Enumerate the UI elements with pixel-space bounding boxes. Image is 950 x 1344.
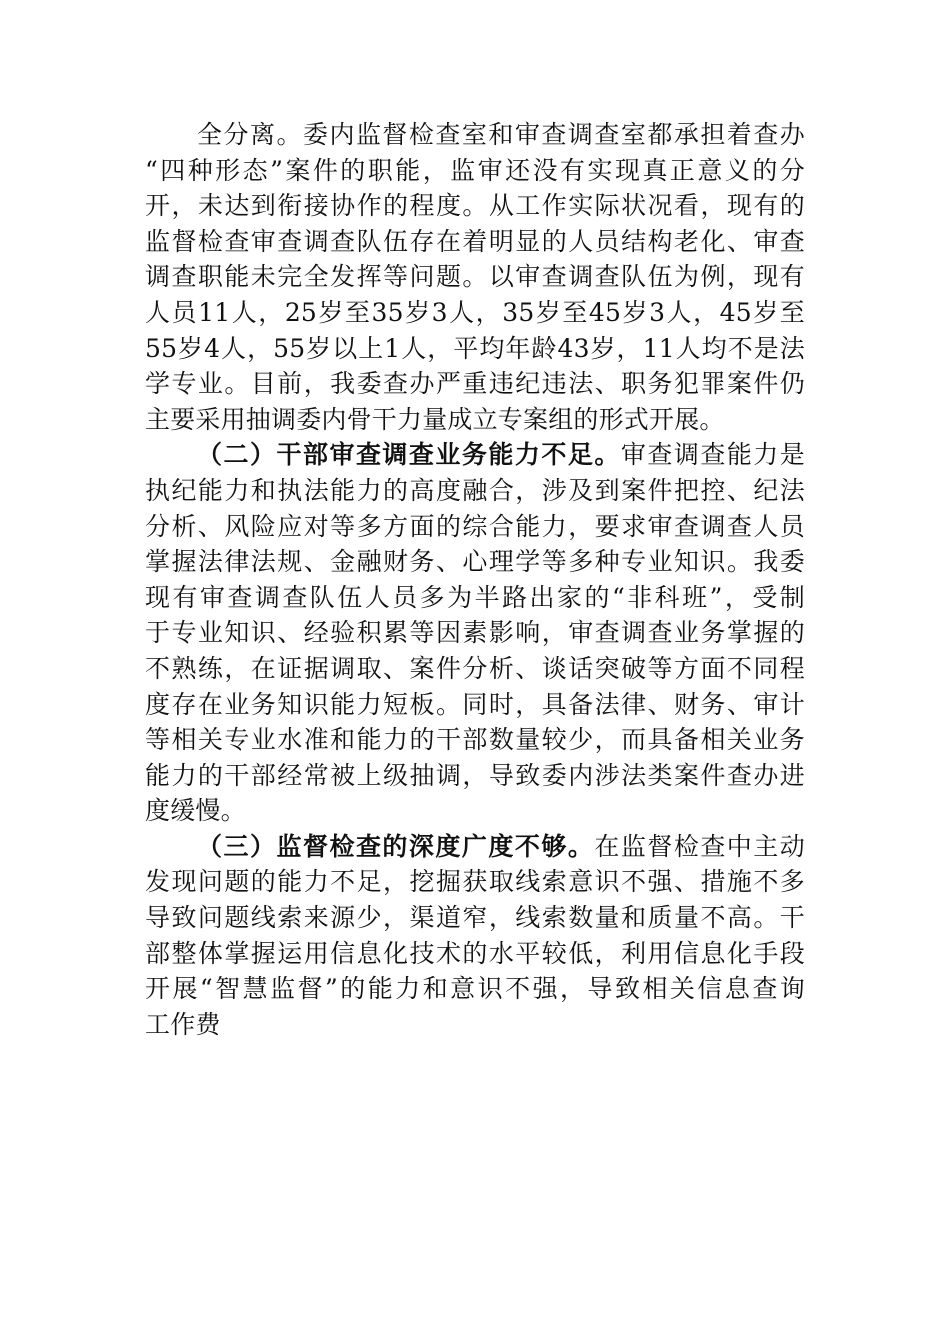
text-line: 学专业。目前，我委查办严重违纪违法、职务犯罪案件仍 xyxy=(145,369,805,399)
section-heading: （三）监督检查的深度广度不够。 xyxy=(197,831,595,861)
text-line: 开展“智慧监督”的能力和意识不强，导致相关信息查询 xyxy=(145,974,805,1004)
text-line: 主要采用抽调委内骨干力量成立专案组的形式开展。 xyxy=(145,404,725,434)
text-line: 人员11人，25岁至35岁3人，35岁至45岁3人，45岁至 xyxy=(145,297,805,327)
text-line: 能力的干部经常被上级抽调，导致委内涉法类案件查办进 xyxy=(145,760,805,790)
paragraph-1 xyxy=(145,117,805,437)
paragraph-3 xyxy=(145,829,805,1043)
text-line: 工作费 xyxy=(145,1009,221,1039)
text-line: 度缓慢。 xyxy=(145,796,246,826)
text-line: 分析、风险应对等多方面的综合能力，要求审查调查人员 xyxy=(145,511,805,541)
text-line: 部整体掌握运用信息化技术的水平较低，利用信息化手段 xyxy=(145,938,805,968)
paragraph-2 xyxy=(145,437,805,829)
text-line: 现有审查调查队伍人员多为半路出家的“非科班”，受制 xyxy=(145,582,805,612)
text-line: 开，未达到衔接协作的程度。从工作实际状况看，现有的 xyxy=(145,191,805,221)
text-line xyxy=(145,829,805,865)
heading-followup-text: 审查调查能力是 xyxy=(620,440,806,470)
text-line: 导致问题线索来源少，渠道窄，线索数量和质量不高。干 xyxy=(145,903,805,933)
section-heading: （二）干部审查调查业务能力不足。 xyxy=(197,440,621,470)
text-line: 等相关专业水准和能力的干部数量较少，而具备相关业务 xyxy=(145,725,805,755)
text-line: 监督检查审查调查队伍存在着明显的人员结构老化、审查 xyxy=(145,226,805,256)
text-line: 掌握法律法规、金融财务、心理学等多种专业知识。我委 xyxy=(145,547,805,577)
text-line: “四种形态”案件的职能，监审还没有实现真正意义的分 xyxy=(145,155,805,185)
text-line: 发现问题的能力不足，挖掘获取线索意识不强、措施不多 xyxy=(145,867,805,897)
text-line xyxy=(145,437,805,473)
text-line: 调查职能未完全发挥等问题。以审查调查队伍为例，现有 xyxy=(145,262,805,292)
text-line: 执纪能力和执法能力的高度融合，涉及到案件把控、纪法 xyxy=(145,475,805,505)
text-line: 度存在业务知识能力短板。同时，具备法律、财务、审计 xyxy=(145,689,805,719)
text-line: 55岁4人，55岁以上1人，平均年龄43岁，11人均不是法 xyxy=(145,333,805,363)
text-line: 不熟练，在证据调取、案件分析、谈话突破等方面不同程 xyxy=(145,653,805,683)
text-line: 于专业知识、经验积累等因素影响，审查调查业务掌握的 xyxy=(145,618,805,648)
text-line: 全分离。委内监督检查室和审查调查室都承担着查办 xyxy=(197,120,805,149)
document-body xyxy=(145,117,805,1042)
heading-followup-text: 在监督检查中主动 xyxy=(594,831,805,861)
